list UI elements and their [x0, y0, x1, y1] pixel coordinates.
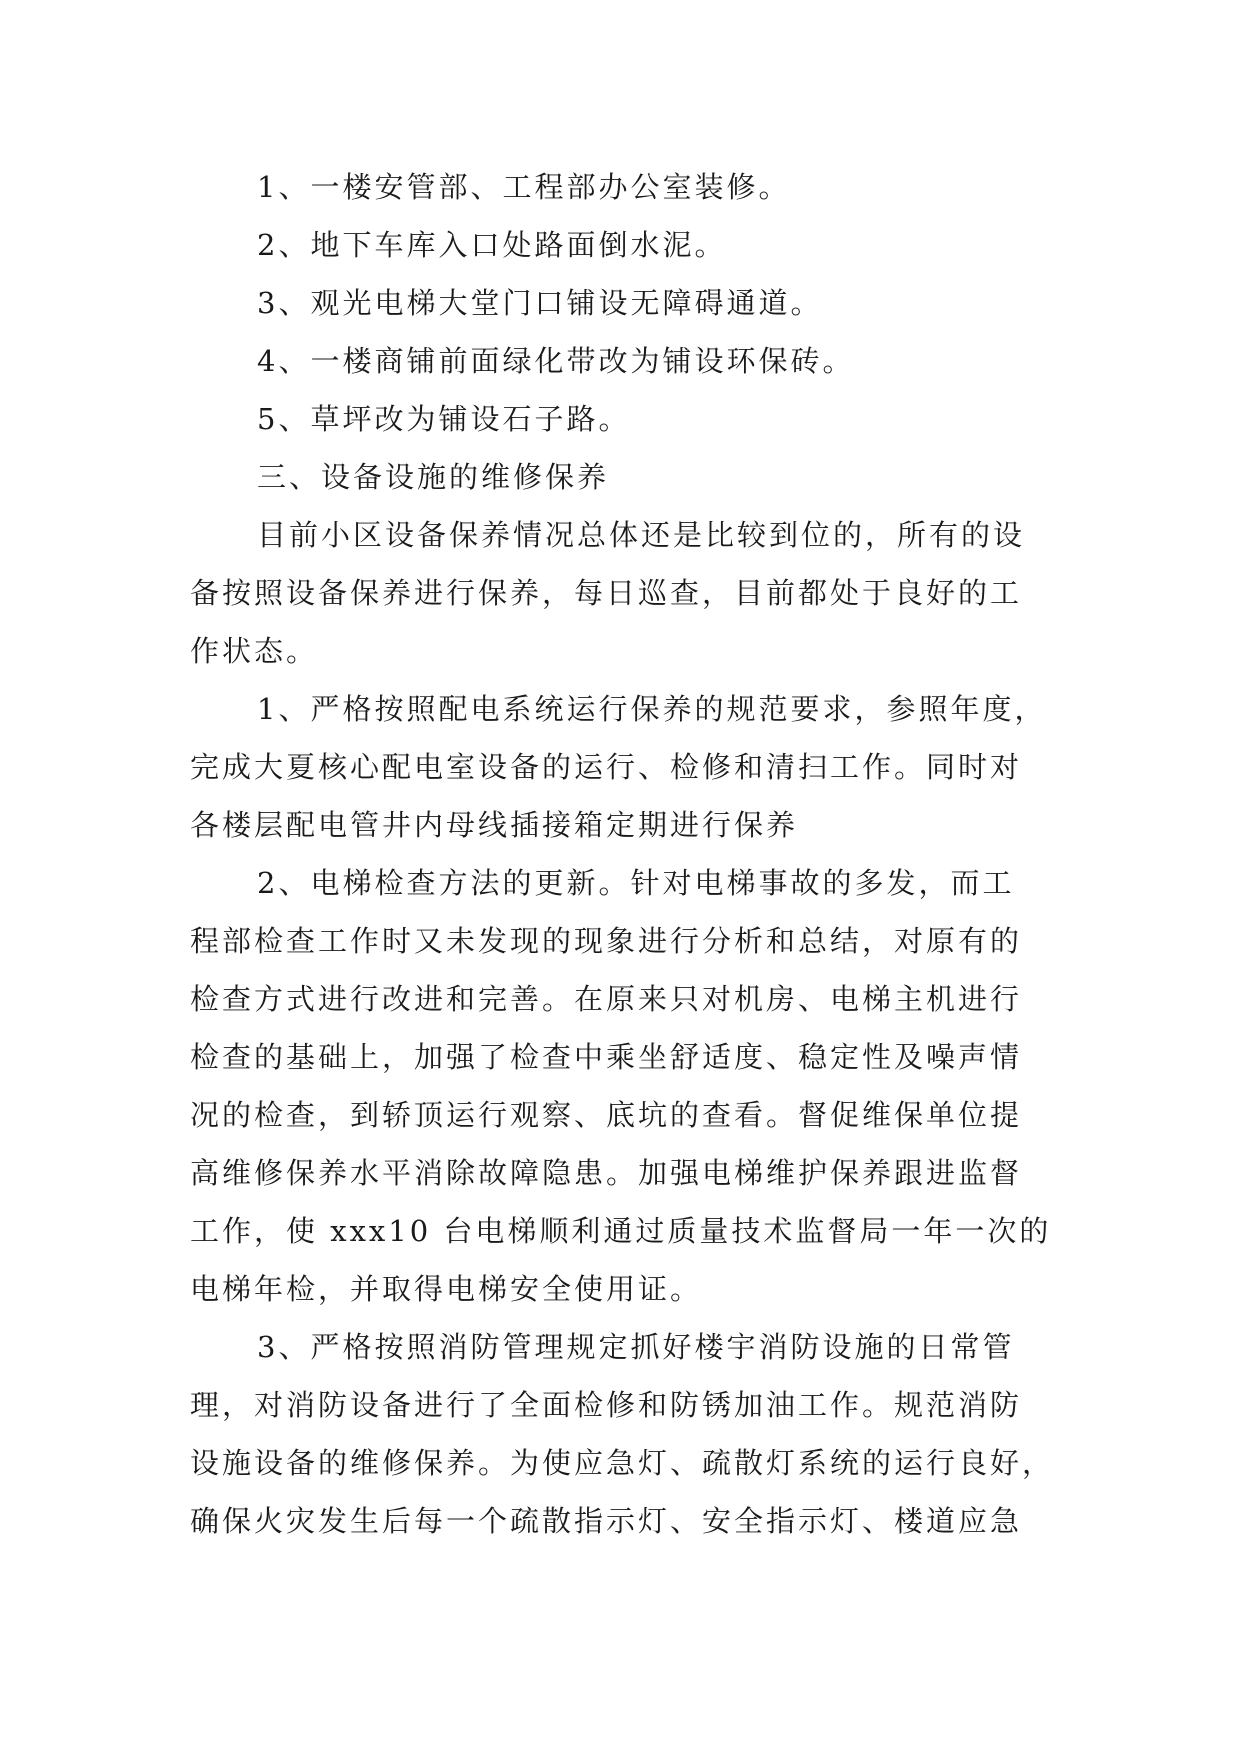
document-page: [190, 158, 1070, 1550]
paragraph-line: 作状态。: [190, 634, 319, 668]
paragraph-line: 程部检查工作时又未发现的现象进行分析和总结，对原有的: [190, 924, 1023, 958]
list-item-1: 1、一楼安管部、工程部办公室装修。: [257, 170, 791, 204]
paragraph-line: 2、电梯检查方法的更新。针对电梯事故的多发，而工: [257, 866, 1015, 900]
paragraph-line: 检查方式进行改进和完善。在原来只对机房、电梯主机进行: [190, 982, 1023, 1016]
paragraph-elevator: [190, 854, 1070, 1318]
paragraph-line: 各楼层配电管井内母线插接箱定期进行保养: [190, 808, 799, 842]
paragraph-line: 3、严格按照消防管理规定抓好楼宇消防设施的日常管: [257, 1330, 1015, 1364]
paragraph-line: 备按照设备保养进行保养，每日巡查，目前都处于良好的工: [190, 576, 1023, 610]
list-item-5: 5、草坪改为铺设石子路。: [257, 402, 631, 436]
paragraph-line: 完成大夏核心配电室设备的运行、检修和清扫工作。同时对: [190, 750, 1023, 784]
paragraph-power-system: [190, 680, 1070, 854]
list-item-4: 4、一楼商铺前面绿化带改为铺设环保砖。: [257, 344, 855, 378]
paragraph-fire-safety: [190, 1318, 1070, 1550]
paragraph-line: 检查的基础上，加强了检查中乘坐舒适度、稳定性及噪声情: [190, 1040, 1023, 1074]
paragraph-line: 电梯年检，并取得电梯安全使用证。: [190, 1272, 703, 1306]
list-item-3: 3、观光电梯大堂门口铺设无障碍通道。: [257, 286, 823, 320]
paragraph-line: 1、严格按照配电系统运行保养的规范要求，参照年度，: [257, 692, 1047, 726]
paragraph-line: 确保火灾发生后每一个疏散指示灯、安全指示灯、楼道应急: [190, 1504, 1023, 1538]
paragraph-overview: [190, 506, 1070, 680]
paragraph-line: 设施设备的维修保养。为使应急灯、疏散灯系统的运行良好，: [190, 1446, 1055, 1480]
paragraph-line: 理，对消防设备进行了全面检修和防锈加油工作。规范消防: [190, 1388, 1023, 1422]
paragraph-line: 目前小区设备保养情况总体还是比较到位的，所有的设: [257, 518, 1026, 552]
paragraph-line: 高维修保养水平消除故障隐患。加强电梯维护保养跟进监督: [190, 1156, 1023, 1190]
section-heading: 三、设备设施的维修保养: [257, 460, 610, 494]
paragraph-line: 工作，使 xxx10 台电梯顺利通过质量技术监督局一年一次的: [190, 1214, 1052, 1248]
paragraph-line: 况的检查，到轿顶运行观察、底坑的查看。督促维保单位提: [190, 1098, 1023, 1132]
list-item-2: 2、地下车库入口处路面倒水泥。: [257, 228, 727, 262]
